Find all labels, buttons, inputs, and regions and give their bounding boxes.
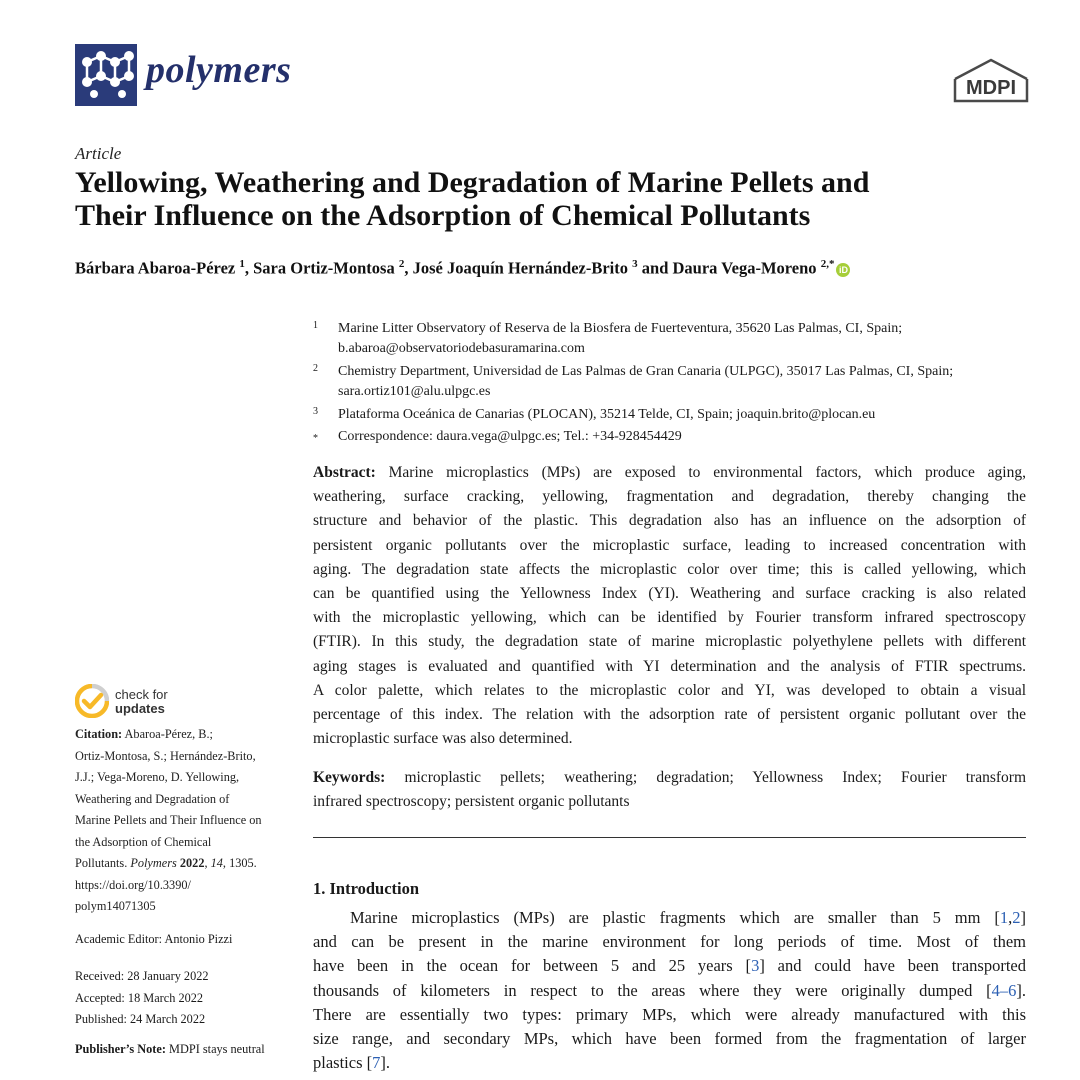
citation-volume: 14	[210, 856, 223, 870]
affiliation-ref: 2	[398, 258, 405, 270]
affiliation-ref: 2,*	[820, 258, 835, 270]
affiliation-text: Plataforma Oceánica de Canarias (PLOCAN), 35214 Telde, CI, Spain; joaquin.brito@plocan.eu	[338, 407, 876, 422]
check-updates-label: check for	[115, 687, 168, 702]
intro-text: plastics [	[313, 1053, 373, 1073]
affiliation-item	[313, 362, 1033, 402]
section-divider	[313, 837, 1026, 838]
intro-text: ,	[1008, 908, 1013, 927]
title-line: Yellowing, Weathering and Degradation of Marine Pellets and	[75, 166, 870, 199]
intro-text: thousands of kilometers in respect to the areas where they were originally dumped [	[313, 980, 992, 1000]
article-type: Article	[75, 144, 122, 163]
citation-text: Abaroa-Pérez, B.;	[122, 727, 213, 741]
publisher-note-text: MDPI stays neutral	[165, 1042, 265, 1056]
abstract-label: Abstract:	[313, 464, 376, 481]
author-name[interactable]: , Sara Ortiz-Montosa	[244, 258, 395, 278]
publisher-logo-icon[interactable]	[951, 57, 1031, 103]
citation-line: the Adsorption of Chemical	[75, 834, 212, 849]
intro-line: size range, and secondary MPs, which have been formed from the fragmentation of larger	[313, 1029, 1026, 1049]
intro-line: and can be present in the marine environment for long periods of time. Most of them	[313, 932, 1026, 952]
abstract-line: A color palette, which relates to the microplastic color and YI, was developed to obtain a visual	[313, 681, 1026, 699]
publisher-note-label: Publisher’s Note:	[75, 1042, 166, 1056]
abstract-line: structure and behavior of the plastic. This degradation also has an influence on the adsorption of	[313, 512, 1026, 530]
orcid-icon[interactable]: iD	[836, 263, 850, 277]
affiliation-mark: 1	[313, 320, 318, 331]
citation-link[interactable]: 4–6	[991, 980, 1017, 1000]
abstract-line: percentage of this index. The relation with the adsorption rate of persistent organic pollutant over the	[313, 706, 1026, 724]
affiliation-mark: 3	[313, 406, 318, 417]
publication-dates	[75, 966, 209, 1031]
citation-line	[75, 853, 295, 875]
abstract	[313, 461, 1026, 751]
affiliation-item	[313, 319, 1033, 359]
citation-text: ,	[204, 856, 211, 870]
citation-year: 2022	[176, 856, 205, 870]
affiliation-mark: *	[313, 433, 318, 444]
author-name[interactable]: Bárbara Abaroa-Pérez	[75, 258, 236, 278]
section-heading: 1. Introduction	[313, 879, 420, 898]
abstract-line: with the microplastic yellowing, which can be identified by Fourier transform infrared spectroscopy	[313, 609, 1026, 627]
author-name[interactable]: and Daura Vega-Moreno	[637, 258, 817, 278]
check-updates-icon	[75, 684, 109, 718]
received-date: Received: 28 January 2022	[75, 969, 209, 983]
publisher-logo-text: MDPI	[966, 77, 1016, 99]
affiliation-item	[313, 405, 1033, 425]
affiliations	[313, 319, 1033, 447]
citation-label: Citation:	[75, 727, 123, 741]
introduction-body	[313, 906, 1026, 1075]
keywords-line	[313, 766, 1026, 790]
author-list	[75, 258, 850, 279]
accepted-date: Accepted: 18 March 2022	[75, 990, 204, 1005]
intro-line	[313, 954, 1026, 978]
journal-name: polymers	[146, 49, 292, 91]
citation-text: , 1305.	[222, 856, 257, 870]
citation-line: Weathering and Degradation of	[75, 791, 230, 806]
citation-link[interactable]: 2	[1012, 908, 1021, 927]
affiliation-email[interactable]: b.abaroa@observatoriodebasuramarina.com	[338, 341, 585, 356]
abstract-line	[313, 461, 1026, 485]
check-for-updates-button[interactable]	[75, 684, 255, 720]
affiliation-ref: 3	[632, 258, 638, 270]
doi-link[interactable]: polym14071305	[75, 899, 156, 913]
citation-link[interactable]: 1	[999, 908, 1009, 927]
keywords-line: infrared spectroscopy; persistent organic pollutants	[313, 793, 630, 811]
abstract-text: Marine microplastics (MPs) are exposed to environmental factors, which produce aging,	[375, 464, 1026, 481]
intro-line	[313, 1051, 1026, 1075]
correspondence	[313, 427, 1033, 447]
intro-text: have been in the ocean for between 5 and 25 years [	[313, 956, 752, 976]
journal-logo-icon	[75, 44, 137, 106]
intro-line: There are essentially two types: primary MPs, which were already manufactured with this	[313, 1004, 1026, 1024]
citation-link[interactable]: 7	[372, 1053, 381, 1073]
author-name[interactable]: , José Joaquín Hernández-Brito	[404, 258, 629, 278]
abstract-line: (FTIR). In this study, the degradation state of marine microplastic polyethylene pellets with different	[313, 633, 1026, 651]
keywords	[313, 766, 1026, 814]
abstract-line: weathering, surface cracking, yellowing, fragmentation and degradation, thereby changing the	[313, 488, 1026, 506]
keywords-label: Keywords:	[313, 769, 386, 786]
publisher-note	[75, 1042, 265, 1057]
intro-text: Marine microplastics (MPs) are plastic fragments which are smaller than 5 mm [	[350, 908, 1000, 927]
correspondence-text: Correspondence: daura.vega@ulpgc.es; Tel.: +34-928454429	[338, 429, 682, 444]
affiliation-text: Marine Litter Observatory of Reserva de la Biosfera de Fuerteventura, 35620 Las Palmas, CI, Spain;	[338, 321, 903, 336]
abstract-line: persistent organic pollutants over the microplastic surface, leading to increased concentration with	[313, 536, 1026, 554]
intro-text: ].	[380, 1053, 390, 1073]
abstract-line: microplastic surface was also determined.	[313, 730, 573, 748]
citation-line	[75, 724, 295, 746]
citation-line: J.J.; Vega-Moreno, D. Yellowing,	[75, 770, 240, 784]
affiliation-ref: 1	[239, 258, 245, 270]
citation-line: Marine Pellets and Their Influence on	[75, 813, 262, 827]
affiliation-mark: 2	[313, 363, 318, 374]
abstract-line: aging stages is evaluated and quantified with YI determination and the analysis of FTIR spectrums.	[313, 657, 1026, 675]
keywords-text: microplastic pellets; weathering; degradation; Yellowness Index; Fourier transform	[385, 769, 1026, 786]
citation-line: Ortiz-Montosa, S.; Hernández-Brito,	[75, 748, 256, 763]
intro-line	[313, 979, 1026, 1003]
citation-journal: Polymers	[130, 856, 177, 870]
intro-text: ]	[1020, 908, 1026, 927]
citation-link[interactable]: 3	[751, 956, 760, 976]
citation-block	[75, 724, 295, 918]
affiliation-text: Chemistry Department, Universidad de Las Palmas de Gran Canaria (ULPGC), 35017 Las Palmas, CI, Spain;	[338, 364, 954, 379]
academic-editor: Academic Editor: Antonio Pizzi	[75, 932, 233, 946]
page-title	[75, 166, 1035, 232]
intro-text: ].	[1016, 980, 1026, 1000]
intro-text: ] and could have been transported	[759, 956, 1026, 976]
citation-text: Pollutants.	[75, 856, 131, 870]
abstract-line: can be quantified using the Yellowness Index (YI). Weathering and surface cracking is also related	[313, 585, 1026, 603]
published-date: Published: 24 March 2022	[75, 1012, 206, 1026]
check-updates-label: updates	[115, 701, 165, 716]
doi-link[interactable]: https://doi.org/10.3390/	[75, 877, 191, 892]
title-line: Their Influence on the Adsorption of Chemical Pollutants	[75, 199, 811, 232]
intro-line	[313, 906, 1026, 930]
affiliation-email[interactable]: sara.ortiz101@alu.ulpgc.es	[338, 384, 491, 399]
abstract-line: aging. The degradation state affects the microplastic color over time; this is called yellowing, which	[313, 560, 1026, 578]
